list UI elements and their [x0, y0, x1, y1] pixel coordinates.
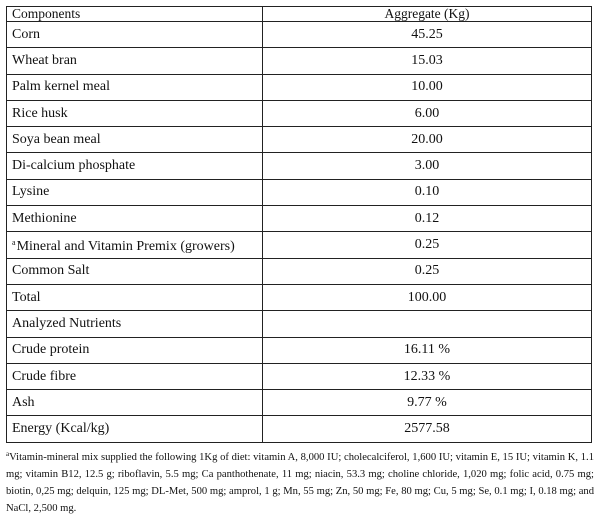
aggregate-value: 15.03: [263, 48, 592, 74]
component-name: Palm kernel meal: [12, 79, 110, 95]
component-cell: [7, 284, 263, 310]
component-name: Rice husk: [12, 105, 68, 121]
aggregate-value: 0.25: [263, 258, 592, 284]
component-name: Methionine: [12, 210, 77, 226]
component-cell: [7, 416, 263, 442]
component-cell: [7, 153, 263, 179]
footnote: [6, 446, 594, 517]
table-row: [7, 206, 592, 232]
aggregate-value: 0.12: [263, 206, 592, 232]
component-name: Common Salt: [12, 263, 90, 279]
table-row: [7, 284, 592, 310]
component-cell: [7, 337, 263, 363]
table-row: [7, 232, 592, 258]
table-row: [7, 363, 592, 389]
header-components: Components: [7, 7, 263, 22]
table-row: [7, 179, 592, 205]
component-name: Corn: [12, 26, 40, 42]
component-cell: [7, 258, 263, 284]
aggregate-value: 2577.58: [263, 416, 592, 442]
premix-footnote-mark: a: [12, 238, 16, 248]
aggregate-value: 9.77 %: [263, 390, 592, 416]
component-name: Analyzed Nutrients: [12, 315, 122, 331]
component-cell: [7, 206, 263, 232]
header-aggregate: Aggregate (Kg): [263, 7, 592, 22]
aggregate-value: 20.00: [263, 127, 592, 153]
component-name: Mineral and Vitamin Premix (growers): [16, 239, 235, 255]
table-row: [7, 416, 592, 442]
component-name: Total: [12, 289, 41, 305]
table-row: [7, 337, 592, 363]
table-row: [7, 74, 592, 100]
aggregate-value: 12.33 %: [263, 363, 592, 389]
aggregate-value: 45.25: [263, 22, 592, 48]
component-cell: [7, 100, 263, 126]
table-header-row: [7, 7, 592, 22]
component-cell: [7, 74, 263, 100]
table-row: [7, 100, 592, 126]
table-row: [7, 390, 592, 416]
table-row: [7, 127, 592, 153]
aggregate-value: [263, 311, 592, 337]
table-row: [7, 48, 592, 74]
component-name: Soya bean meal: [12, 131, 101, 147]
table-row: [7, 153, 592, 179]
table-row: [7, 311, 592, 337]
aggregate-value: 10.00: [263, 74, 592, 100]
aggregate-value: 3.00: [263, 153, 592, 179]
component-name: Energy (Kcal/kg): [12, 421, 110, 437]
footnote-text: Vitamin-mineral mix supplied the following 1Kg of diet: vitamin A, 8,000 IU; cholecalciferol, 1,600 IU; vitamin E, 15 IU; vitamin K, 1.1 mg; vitamin B12, 12.5 g; riboflavin, 5.5 mg; Ca panthothenate, 11 mg; niacin, 53.3 mg; choline chloride, 1,020 mg; folic acid, 0.75 mg; biotin, 0,25 mg; delquin, 125 mg; DL-Met, 500 mg; amprol, 1 g; Mn, 55 mg; Zn, 50 mg; Fe, 80 mg; Cu, 5 mg; Se, 0.1 mg; I, 0.18 mg; and NaCl, 2,500 mg.: [6, 452, 594, 514]
aggregate-value: 100.00: [263, 284, 592, 310]
aggregate-value: 0.10: [263, 179, 592, 205]
component-name: Ash: [12, 394, 35, 410]
aggregate-value: 16.11 %: [263, 337, 592, 363]
component-cell: [7, 390, 263, 416]
component-cell: [7, 127, 263, 153]
component-name: Crude fibre: [12, 368, 77, 384]
component-name: Wheat bran: [12, 52, 77, 68]
component-cell: [7, 311, 263, 337]
component-name: Crude protein: [12, 342, 90, 358]
component-name: Di-calcium phosphate: [12, 158, 136, 174]
aggregate-value: 6.00: [263, 100, 592, 126]
aggregate-value: 0.25: [263, 232, 592, 258]
component-cell: [7, 363, 263, 389]
table-row: [7, 22, 592, 48]
footnote-mark: a: [6, 450, 10, 458]
table-row: [7, 258, 592, 284]
component-name: Lysine: [12, 184, 50, 200]
diet-composition-table: [6, 6, 592, 443]
component-cell: [7, 232, 263, 258]
component-cell: [7, 48, 263, 74]
component-cell: [7, 22, 263, 48]
component-cell: [7, 179, 263, 205]
